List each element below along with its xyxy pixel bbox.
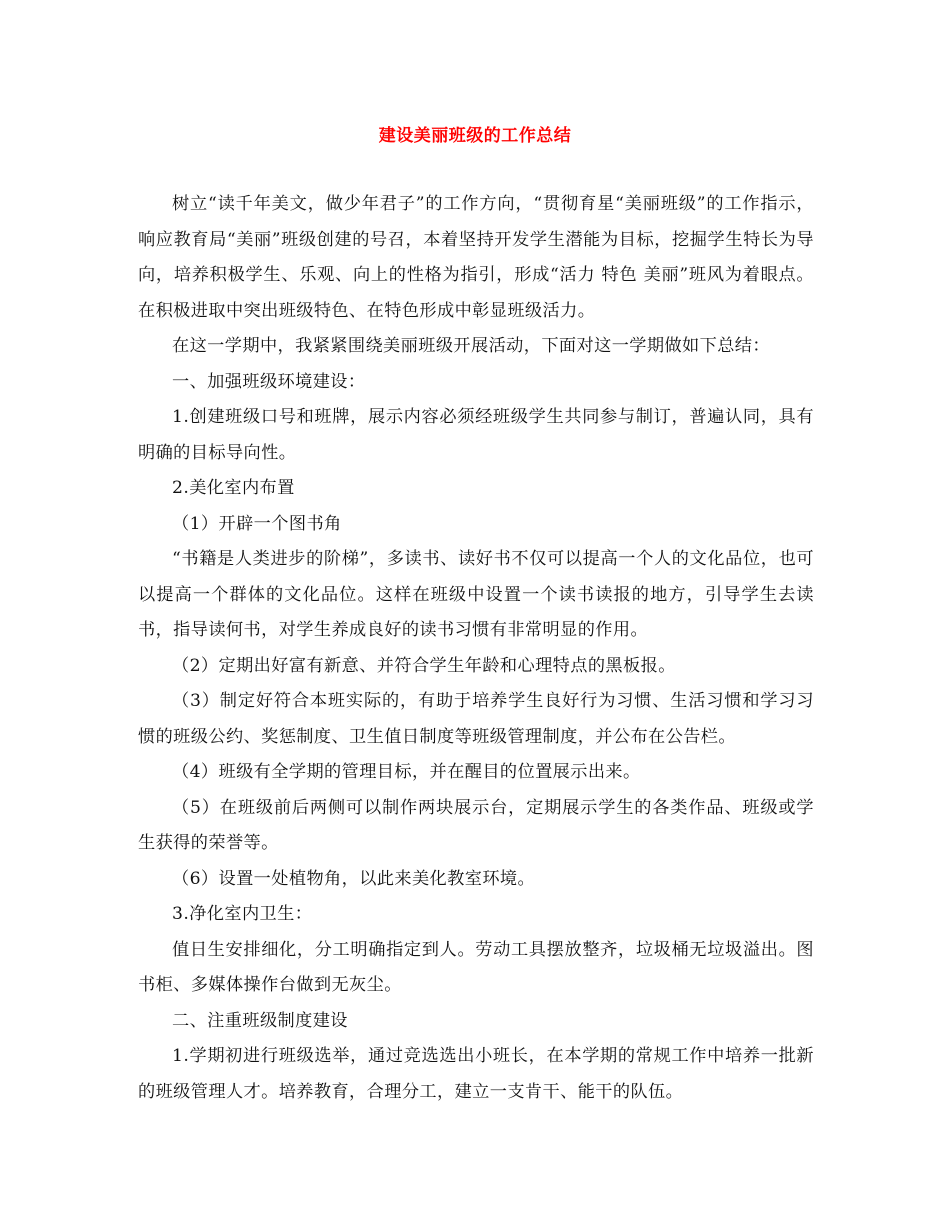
paragraph-book-corner: “书籍是人类进步的阶梯”，多读书、读好书不仅可以提高一个人的文化品位，也可以提高一个群体的文化品位。这样在班级中设置一个读书读报的地方，引导学生去读书，指导读何书，对学生养成良好的读书习惯有非常明显的作用。 bbox=[138, 549, 814, 640]
paragraph-subitem-6: （6）设置一处植物角，以此来美化教室环境。 bbox=[172, 868, 536, 889]
paragraph-subitem-4: （4）班级有全学期的管理目标，并在醒目的位置展示出来。 bbox=[172, 762, 641, 782]
paragraph-item-3: 3.净化室内卫生： bbox=[172, 904, 313, 924]
paragraph-hygiene: 值日生安排细化，分工明确指定到人。劳动工具摆放整齐，垃圾桶无垃圾溢出。图书柜、多媒体操作台做到无灰尘。 bbox=[138, 939, 814, 995]
paragraph-item-1: 1.创建班级口号和班牌，展示内容必须经班级学生共同参与制订，普遍认同，具有明确的目标导向性。 bbox=[138, 407, 814, 463]
document-body bbox=[138, 187, 814, 1110]
paragraph-item-2: 2.美化室内布置 bbox=[172, 478, 295, 498]
paragraph-election: 1.学期初进行班级选举，通过竞选选出小班长，在本学期的常规工作中培养一批新的班级管理人才。培养教育，合理分工，建立一支肯干、能干的队伍。 bbox=[138, 1046, 814, 1102]
paragraph-intro: 树立“读千年美文，做少年君子”的工作方向，“贯彻育星“美丽班级”的工作指示，响应教育局“美丽”班级创建的号召，本着坚持开发学生潜能为目标，挖掘学生特长为导向，培养积极学生、乐观、向上的性格为指引，形成“活力 特色 美丽”班风为着眼点。在积极进取中突出班级特色、在特色形成中彰显班级活力。 bbox=[138, 194, 814, 321]
section-heading-1: 一、加强班级环境建设： bbox=[172, 371, 366, 392]
paragraph-summary-lead: 在这一学期中，我紧紧围绕美丽班级开展活动，下面对这一学期做如下总结： bbox=[172, 336, 770, 356]
paragraph-subitem-2: （2）定期出好富有新意、并符合学生年龄和心理特点的黑板报。 bbox=[172, 655, 676, 676]
document-title: 建设美丽班级的工作总结 bbox=[378, 126, 572, 146]
paragraph-subitem-3: （3）制定好符合本班实际的，有助于培养学生良好行为习惯、生活习惯和学习习惯的班级公约、奖惩制度、卫生值日制度等班级管理制度，并公布在公告栏。 bbox=[138, 691, 814, 747]
paragraph-subitem-1: （1）开辟一个图书角 bbox=[172, 513, 342, 534]
section-heading-2: 二、注重班级制度建设 bbox=[172, 1010, 348, 1031]
paragraph-subitem-5: （5）在班级前后两侧可以制作两块展示台，定期展示学生的各类作品、班级或学生获得的荣誉等。 bbox=[138, 797, 814, 853]
